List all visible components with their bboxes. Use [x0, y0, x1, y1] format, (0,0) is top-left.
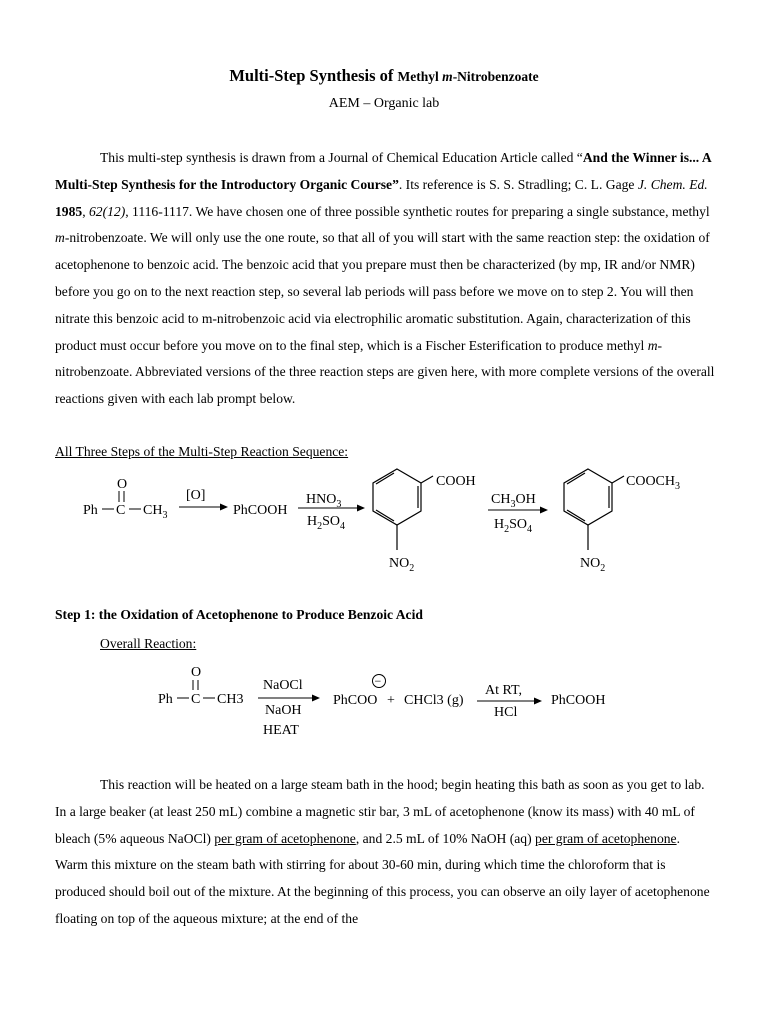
document-title: Multi-Step Synthesis of Methyl m-Nitrobenzoate: [229, 66, 539, 85]
carbonyl-oxygen-2: O: [191, 665, 202, 680]
methyl-label: $CH_3$: [143, 503, 168, 521]
room-temp-label: At RT,: [485, 683, 523, 698]
document-subtitle: AEM – Organic lab: [328, 96, 440, 111]
carbon-label: C: [116, 503, 126, 518]
oxidant-label: [O]: [186, 488, 206, 503]
benzoic-acid-product: PhCOOH: [551, 693, 606, 708]
bleach-label: NaOCl: [263, 678, 303, 693]
overall-reaction-label: Overall Reaction:: [100, 636, 197, 651]
phenyl-label-2: Ph: [158, 692, 173, 707]
overall-reaction-scheme: [158, 665, 605, 738]
chloroform-label: CHCl3 (g): [404, 693, 464, 708]
intro-paragraph: This multi-step synthesis is drawn from a Journal of Chemical Education Article called “And the Winner is... A Multi-Step Synthesis for the Introductory Organic Course”. Its reference is S. S. Stradling; C. L. Gage J. Chem. Ed. 1985, 62(12), 1116-1117. We have chosen one of three possible synthetic routes for preparing a single substance, methyl m-nitrobenzoate. We will only use the one route, so that all of you will start with the same reaction step: the oxidation of acetophenone to benzoic acid. The benzoic acid that you prepare must then be characterized (by mp, IR and/or NMR) before you go on to the next reaction step, so several lab periods will pass before we move on to step 2. You will then nitrate this benzoic acid to m-nitrobenzoic acid via electrophilic aromatic substitution. Again, characterization of this product must occur before you move on to the final step, which is a Fischer Esterification to produce methyl m-nitrobenzoate. Abbreviated versions of the three reaction steps are given here, with more complete versions of the overall reactions given with each lab prompt below.: [55, 150, 715, 407]
nitro-label: $NO_2$: [389, 556, 415, 574]
methyl-label-2: CH3: [217, 692, 244, 707]
phenyl-label: Ph: [83, 503, 98, 518]
benzoate-label: PhCOO: [333, 693, 378, 708]
step1-heading: Step 1: the Oxidation of Acetophenone to Produce Benzoic Acid: [55, 607, 423, 622]
benzoic-acid-label: PhCOOH: [233, 503, 288, 518]
base-label: NaOH: [265, 703, 302, 718]
catalyst-label: $H_2SO_4$: [494, 517, 533, 535]
procedure-paragraph: This reaction will be heated on a large steam bath in the hood; begin heating this bath as soon as you get to lab. In a large beaker (at least 250 mL) combine a magnetic stir bar, 3 mL of acetophenone (know its mass) with 40 mL of bleach (5% aqueous NaOCl) per gram of acetophenone, and 2.5 mL of 10% NaOH (aq) per gram of acetophenone. Warm this mixture on the steam bath with stirring for about 30-60 min, during which time the chloroform that is produced should boil out of the mixture. At the beginning of this process, you can observe an oily layer of acetophenone floating on top of the aqueous mixture; at the end of the: [55, 777, 710, 926]
methanol-label: $CH_3OH$: [491, 492, 536, 510]
ester-label: $COOCH_3$: [626, 474, 681, 492]
carboxyl-label: COOH: [436, 474, 476, 489]
nitric-acid-label: $HNO_3$: [306, 492, 342, 510]
carbon-label-2: C: [191, 692, 201, 707]
carbonyl-oxygen: O: [117, 477, 128, 492]
negative-charge-sign: −: [374, 674, 382, 688]
acid-label: HCl: [494, 705, 518, 720]
heat-label: HEAT: [263, 723, 299, 738]
plus-sign: +: [387, 693, 395, 708]
nitro-label-product: $NO_2$: [580, 556, 606, 574]
sequence-heading: All Three Steps of the Multi-Step Reaction Sequence:: [55, 444, 349, 459]
sulfuric-acid-label: $H_2SO_4$: [307, 514, 346, 532]
